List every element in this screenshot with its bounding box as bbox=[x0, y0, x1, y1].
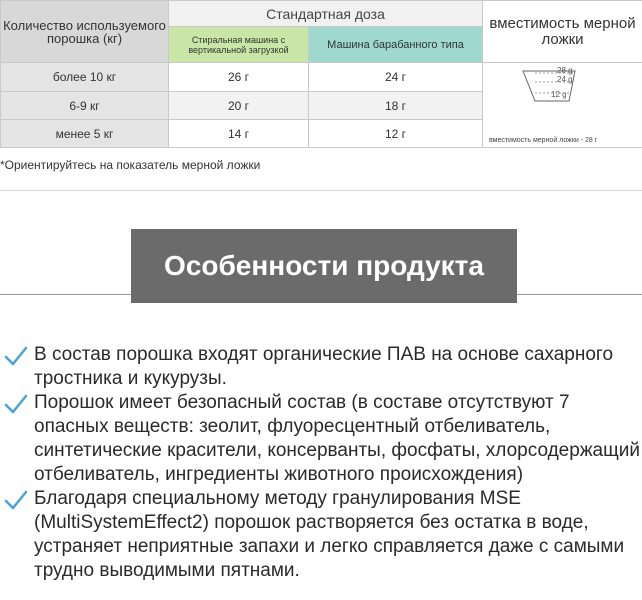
header-spoon-capacity: вместимость мерной ложки bbox=[483, 1, 642, 63]
section-title: Особенности продукта bbox=[131, 229, 517, 303]
spoon-mark-12: 12 g bbox=[551, 90, 567, 99]
feature-list bbox=[0, 343, 642, 583]
divider bbox=[0, 190, 642, 191]
header-drum-machine: Машина барабанного типа bbox=[309, 27, 483, 63]
feature-text: В состав порошка входят органические ПАВ на основе сахарного тростника и кукурузы. bbox=[34, 344, 614, 389]
checkmark-icon bbox=[4, 489, 28, 511]
spoon-caption: вместимость мерной ложки - 28 г bbox=[489, 137, 598, 144]
dosage-table bbox=[0, 0, 642, 148]
header-amount: Количество используемого порошка (кг) bbox=[1, 1, 169, 63]
dose-drum: 24 г bbox=[309, 63, 483, 92]
dose-vertical: 26 г bbox=[169, 63, 309, 92]
checkmark-icon bbox=[4, 345, 28, 367]
dose-drum: 18 г bbox=[309, 92, 483, 120]
dosage-note: *Ориентируйтесь на показатель мерной ложки bbox=[0, 158, 261, 172]
measuring-spoon-illustration bbox=[483, 63, 642, 148]
feature-item bbox=[0, 487, 642, 583]
header-standard-dose: Стандартная доза bbox=[169, 1, 483, 27]
row-amount: более 10 кг bbox=[1, 63, 169, 92]
feature-text: Благодаря специальному методу гранулирования MSE (MultiSystemEffect2) порошок растворяется без остатка в воде, устраняет неприятные запахи и легко справляется даже с самыми трудно выводимыми пятнами. bbox=[34, 488, 625, 581]
feature-item bbox=[0, 343, 642, 391]
spoon-mark-24: 24 g bbox=[557, 75, 573, 84]
feature-item bbox=[0, 391, 642, 487]
spoon-illustration-cell bbox=[483, 63, 642, 148]
feature-text: Порошок имеет безопасный состав (в составе отсутствуют 7 опасных веществ: зеолит, флуоресцентный отбеливатель, синтетические красители, консерванты, фосфаты, хлорсодержащий отбеливатель, ингредиенты животного происхождения) bbox=[34, 392, 640, 485]
row-amount: менее 5 кг bbox=[1, 120, 169, 148]
dose-vertical: 20 г bbox=[169, 92, 309, 120]
checkmark-icon bbox=[4, 393, 28, 415]
dose-vertical: 14 г bbox=[169, 120, 309, 148]
row-amount: 6-9 кг bbox=[1, 92, 169, 120]
dose-drum: 12 г bbox=[309, 120, 483, 148]
header-vertical-machine: Стиральная машина с вертикальной загрузкой bbox=[169, 27, 309, 63]
spoon-mark-28: 28 g bbox=[557, 66, 573, 75]
